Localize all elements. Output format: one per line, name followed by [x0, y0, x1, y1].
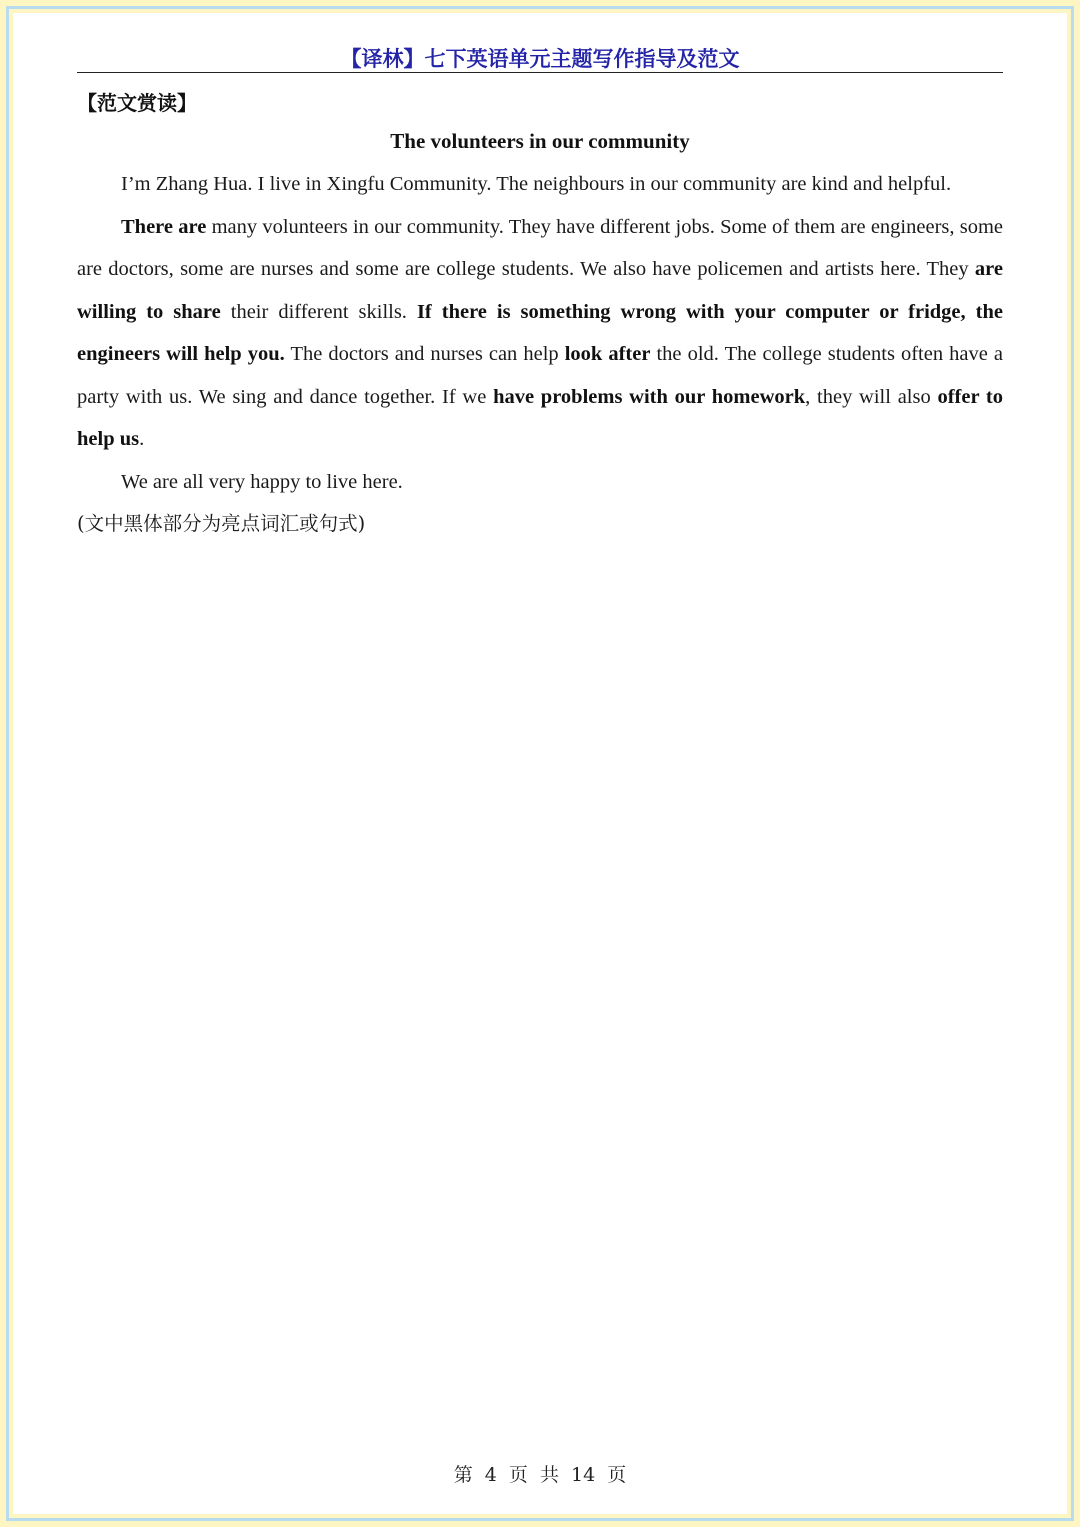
- body-text-run: many volunteers in our community. They have different jobs. Some of them are engineers, some are doctors, some are nurses and some are college students. We also have policemen and artists here. They: [77, 215, 1004, 280]
- highlight-phrase: are willing to share: [77, 258, 1003, 323]
- paragraph-1: I’m Zhang Hua. I live in Xingfu Community. The neighbours in our community are kind and helpful.: [121, 173, 952, 195]
- highlight-phrase: There are: [121, 215, 207, 238]
- paragraph-3: We are all very happy to live here.: [121, 470, 403, 493]
- body-text-run: their different skills.: [220, 300, 417, 323]
- body-text-run: The doctors and nurses can help: [284, 343, 565, 365]
- highlight-phrase: look after: [564, 343, 651, 365]
- highlight-note: (文中黑体部分为亮点词汇或句式): [77, 512, 366, 535]
- header-title: 【译林】七下英语单元主题写作指导及范文: [340, 47, 740, 71]
- highlight-phrase: offer to help us: [77, 385, 1004, 450]
- highlight-phrase: If there is something wrong with your computer or fridge, the engineers will help you.: [77, 300, 1003, 365]
- essay-body: [77, 163, 1003, 546]
- section-label: 【范文赏读】: [77, 91, 197, 115]
- paragraph-2: [77, 206, 1003, 461]
- header-divider: [77, 72, 1003, 73]
- essay-title: The volunteers in our community: [390, 129, 690, 153]
- document-page: [13, 13, 1067, 1514]
- body-text-run: , they will also: [805, 385, 938, 408]
- body-text-run: .: [139, 428, 145, 450]
- highlight-phrase: have problems with our homework: [493, 385, 806, 408]
- body-text-run: the old. The college students often have a party with us. We sing and dance together. If we: [77, 343, 1003, 408]
- page-number: 第 4 页 共 14 页: [453, 1464, 627, 1486]
